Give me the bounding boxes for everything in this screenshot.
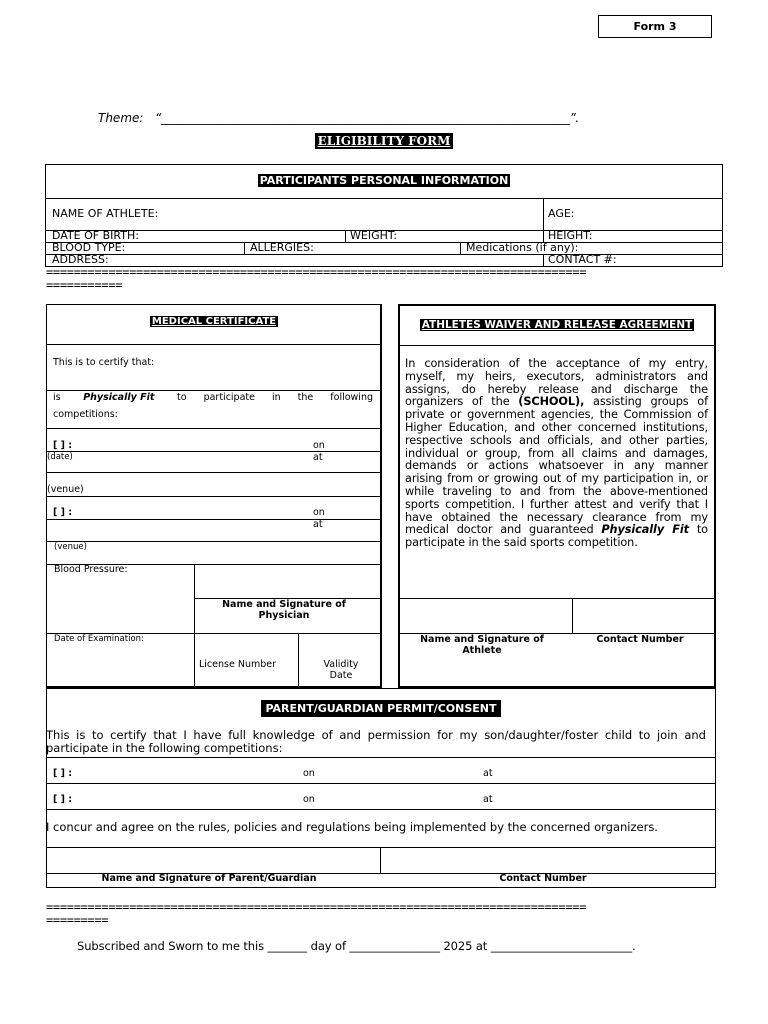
divider: [398, 598, 716, 599]
divider: [543, 198, 544, 231]
on-label: on: [303, 794, 315, 805]
at-label: at: [313, 452, 323, 463]
divider: [398, 345, 716, 346]
divider: [298, 633, 299, 688]
parent-contact-label: Contact Number: [499, 873, 587, 884]
at-label: at: [483, 768, 493, 779]
venue-label: (venue): [47, 484, 84, 495]
divider: [45, 242, 723, 243]
age-label: AGE:: [548, 207, 575, 220]
height-label: HEIGHT:: [548, 229, 593, 242]
personal-info-heading: PARTICIPANTS PERSONAL INFORMATION: [259, 174, 509, 187]
medical-certificate-heading: MEDICAL CERTIFICATE: [151, 316, 277, 327]
parent-entry-marker-1: [ ] :: [53, 768, 73, 779]
blood-type-label: BLOOD TYPE:: [52, 241, 126, 254]
divider: [46, 496, 382, 497]
divider: [46, 390, 382, 391]
divider: [46, 344, 382, 345]
weight-label: WEIGHT:: [350, 229, 398, 242]
theme-label: Theme:: [98, 111, 144, 125]
date-of-examination-label: Date of Examination:: [54, 634, 144, 644]
separator-line: =========: [46, 913, 109, 927]
theme-blank: “_________________________________________________________________________”.: [155, 111, 579, 125]
form-title: [0, 135, 768, 148]
name-of-athlete-label: NAME OF ATHLETE:: [52, 207, 159, 220]
divider: [46, 519, 382, 520]
sworn-statement: Subscribed and Sworn to me this _______ day of ________________ 2025 at _________________________.: [77, 939, 636, 953]
blood-pressure-label: Blood Pressure:: [54, 564, 128, 575]
physician-signature-label: Name and Signature of Physician: [222, 599, 346, 621]
physically-fit-line: is Physically Fit to participate in the following: [53, 392, 373, 403]
license-number-label: License Number: [199, 659, 276, 670]
dob-label: DATE OF BIRTH:: [52, 229, 139, 242]
divider: [244, 242, 245, 254]
divider: [345, 230, 346, 242]
certify-text: This is to certify that:: [53, 357, 155, 368]
concur-text: I concur and agree on the rules, policies and regulations being implemented by the concerned organizers.: [46, 820, 658, 834]
divider: [460, 242, 461, 254]
waiver-contact-label: Contact Number: [596, 634, 684, 645]
parent-entry-marker-2: [ ] :: [53, 794, 73, 805]
separator-line: ==============================================================================: [46, 265, 587, 279]
divider: [46, 809, 716, 810]
form-title-text: ELIGIBILITY FORM: [317, 134, 451, 148]
date-label: (date): [47, 452, 73, 462]
address-label: ADDRESS:: [52, 253, 109, 266]
at-label: at: [313, 519, 323, 530]
entry-marker-1: [ ] :: [53, 440, 73, 451]
on-label: on: [313, 507, 325, 518]
parent-consent-box: [46, 688, 716, 888]
divider: [46, 783, 716, 784]
parent-signature-label: Name and Signature of Parent/Guardian: [101, 873, 317, 884]
medications-label: Medications (if any):: [466, 241, 579, 254]
divider: [46, 847, 716, 848]
divider: [46, 472, 382, 473]
on-label: on: [313, 440, 325, 451]
waiver-body: In consideration of the acceptance of my entry, myself, my heirs, executors, administrators and assigns, do hereby release and discharge the organizers of the (SCHOOL), assisting groups of private or government agencies, the Commission of Higher Education, and other concerned institutions, respective schools and officials, and other parties, individual or group, from all claims and damages, demands or actions whatsoever in any manner arising from or growing out of my participation in, or while traveling to and from the above-mentioned sports competition. I further attest and verify that I have obtained the necessary clearance from my medical doctor and guaranteed Physically Fit to participate in the said sports competition.: [405, 357, 708, 550]
parent-certify-text: This is to certify that I have full knowledge of and permission for my son/daughter/foster child to join and participate in the following competitions:: [46, 728, 706, 755]
form-number: Form 3: [633, 20, 677, 33]
athlete-signature-label: Name and Signature of Athlete: [420, 634, 544, 656]
venue-label: (venue): [54, 542, 87, 552]
on-label: on: [303, 768, 315, 779]
divider: [45, 198, 723, 199]
divider: [572, 598, 573, 633]
separator-line: ===========: [46, 278, 123, 292]
entry-marker-2: [ ] :: [53, 507, 73, 518]
divider: [46, 428, 382, 429]
divider: [380, 847, 381, 873]
divider: [46, 451, 382, 452]
divider: [45, 254, 723, 255]
parent-consent-heading: PARENT/GUARDIAN PERMIT/CONSENT: [46, 703, 716, 715]
divider: [46, 541, 382, 542]
separator-line: ==============================================================================: [46, 900, 587, 914]
divider: [46, 757, 716, 758]
contact-label: CONTACT #:: [548, 253, 617, 266]
competitions-label: competitions:: [53, 409, 118, 420]
divider: [194, 564, 195, 688]
waiver-heading: ATHLETES WAIVER AND RELEASE AGREEMENT: [421, 319, 693, 331]
validity-date-label: Validity Date: [323, 659, 359, 681]
form-number-box: [598, 15, 712, 38]
at-label: at: [483, 794, 493, 805]
allergies-label: ALLERGIES:: [250, 241, 314, 254]
